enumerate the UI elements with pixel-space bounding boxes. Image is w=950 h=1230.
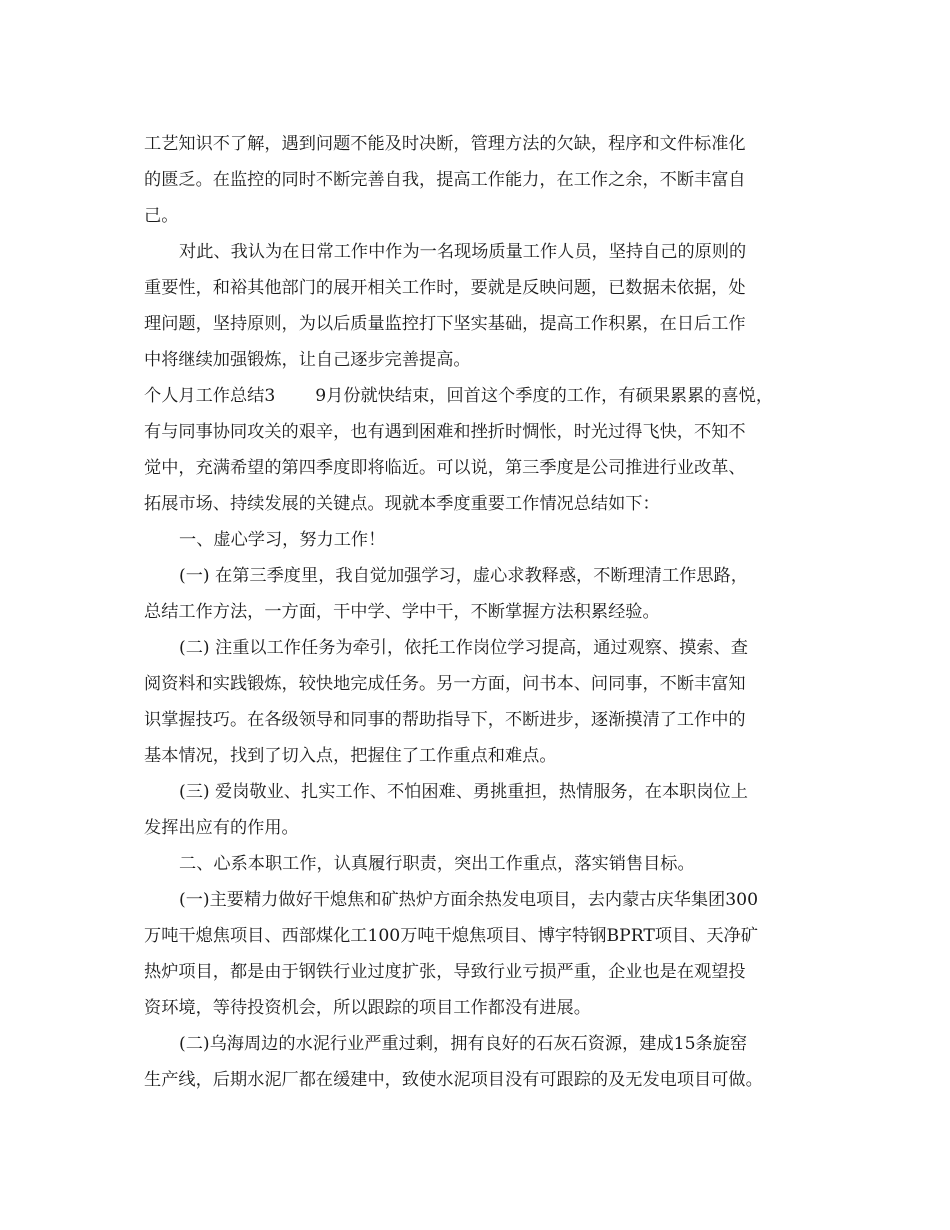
text-line: 的匮乏。在监控的同时不断完善自我，提高工作能力，在工作之余，不断丰富自 [144,170,746,190]
text-line: 发挥出应有的作用。 [144,818,299,838]
text-line: 一、虚心学习，努力工作！ [179,530,386,550]
text-line: 工艺知识不了解，遇到问题不能及时决断，管理方法的欠缺，程序和文件标准化 [144,134,746,154]
text-line: 阅资料和实践锻炼，较快地完成任务。另一方面，问书本、问同事，不断丰富知 [144,674,746,694]
text-line: 己。 [144,206,179,226]
text-line: 有与同事协同攻关的艰辛，也有遇到困难和挫折时惆怅，时光过得飞快，不知不 [144,422,746,442]
text-line: 基本情况，找到了切入点，把握住了工作重点和难点。 [144,746,557,766]
text-line: (一) 在第三季度里，我自觉加强学习，虚心求教释惑，不断理清工作思路， [179,566,748,586]
text-line: 重要性，和裕其他部门的展开相关工作时，要就是反映问题，已数据未依据，处 [144,278,746,298]
text-line: 二、心系本职工作，认真履行职责，突出工作重点，落实销售目标。 [179,854,695,874]
text-line: 识掌握技巧。在各级领导和同事的帮助指导下，不断进步，逐渐摸清了工作中的 [144,710,746,730]
text-line: (二)乌海周边的水泥行业严重过剩，拥有良好的石灰石资源，建成15条旋窑 [179,1034,748,1054]
text-line: 9月份就快结束，回首这个季度的工作，有硕果累累的喜悦， [315,386,774,406]
text-line: 资环境，等待投资机会，所以跟踪的项目工作都没有进展。 [144,998,591,1018]
text-line: 中将继续加强锻炼，让自己逐步完善提高。 [144,350,471,370]
text-line: (二) 注重以工作任务为牵引，依托工作岗位学习提高，通过观察、摸索、查 [179,638,748,658]
text-line: 拓展市场、持续发展的关键点。现就本季度重要工作情况总结如下： [144,494,660,514]
text-line: 热炉项目，都是由于钢铁行业过度扩张，导致行业亏损严重，企业也是在观望投 [144,962,746,982]
text-line: 觉中，充满希望的第四季度即将临近。可以说，第三季度是公司推进行业改革、 [144,458,746,478]
text-line: 总结工作方法，一方面，干中学、学中干，不断掌握方法积累经验。 [144,602,660,622]
section-line [144,378,810,414]
text-line: (三) 爱岗敬业、扎实工作、不怕困难、勇挑重担，热情服务，在本职岗位上 [179,782,748,802]
text-line: 万吨干熄焦项目、西部煤化工100万吨干熄焦项目、博宇特钢BPRT项目、天净矿 [144,926,758,946]
text-line: 理问题，坚持原则，为以后质量监控打下坚实基础，提高工作积累，在日后工作 [144,314,746,334]
section-heading: 个人月工作总结3 [144,386,276,406]
text-line: (一)主要精力做好干熄焦和矿热炉方面余热发电项目，去内蒙古庆华集团300 [179,890,759,910]
text-line: 对此、我认为在日常工作中作为一名现场质量工作人员，坚持自己的原则的 [179,242,747,262]
text-line: 生产线，后期水泥厂都在缓建中，致使水泥项目没有可跟踪的及无发电项目可做。 [144,1070,763,1090]
